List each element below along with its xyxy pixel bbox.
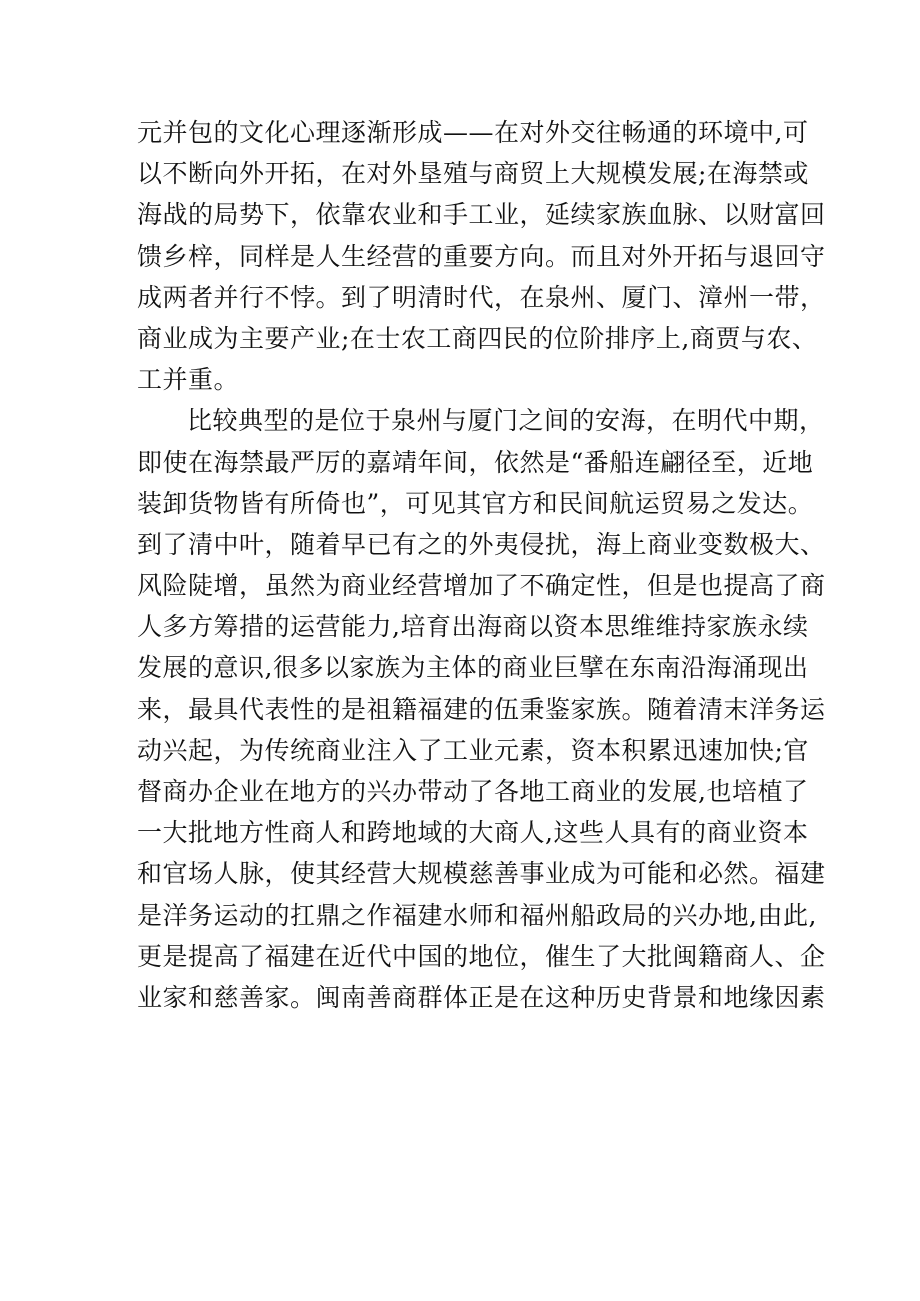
text-line: 成两者并行不悖。到了明清时代，在泉州、厦门、漳州一带，	[137, 282, 826, 312]
text-line: 装卸货物皆有所倚也”，可见其官方和民间航运贸易之发达。	[137, 488, 814, 518]
text-line: 来，最具代表性的是祖籍福建的伍秉鉴家族。随着清末洋务运	[137, 694, 826, 724]
text-line: 比较典型的是位于泉州与厦门之间的安海，在明代中期，	[187, 406, 825, 436]
text-line: 更是提高了福建在近代中国的地位，催生了大批闽籍商人、企	[137, 941, 826, 971]
text-line: 人多方筹措的运营能力,培育出海商以资本思维维持家族永续	[137, 612, 809, 642]
paragraph-1	[137, 112, 826, 400]
text-line: 海战的局势下，依靠农业和手工业，延续家族血脉、以财富回	[137, 200, 826, 230]
text-line: 动兴起，为传统商业注入了工业元素，资本积累迅速加快;官	[137, 735, 809, 765]
body-text	[137, 112, 826, 1018]
text-line: 工并重。	[137, 365, 240, 395]
text-line: 以不断向外开拓，在对外垦殖与商贸上大规模发展;在海禁或	[137, 159, 809, 189]
text-line: 和官场人脉，使其经营大规模慈善事业成为可能和必然。福建	[137, 859, 826, 889]
text-line: 业家和慈善家。闽南善商群体正是在这种历史背景和地缘因素	[137, 982, 826, 1012]
paragraph-2	[137, 400, 826, 1018]
text-line: 督商办企业在地方的兴办带动了各地工商业的发展,也培植了	[137, 777, 809, 806]
text-line: 馈乡梓，同样是人生经营的重要方向。而且对外开拓与退回守	[137, 241, 826, 271]
text-line: 到了清中叶，随着早已有之的外夷侵扰，海上商业变数极大、	[137, 529, 826, 559]
text-line: 即使在海禁最严厉的嘉靖年间，依然是“番船连翩径至，近地	[137, 447, 814, 477]
text-line: 一大批地方性商人和跨地域的大商人,这些人具有的商业资本	[137, 818, 809, 848]
text-line: 商业成为主要产业;在士农工商四民的位阶排序上,商贾与农、	[137, 323, 818, 353]
text-line: 是洋务运动的扛鼎之作福建水师和福州船政局的兴办地,由此,	[137, 900, 817, 930]
text-line: 元并包的文化心理逐渐形成——在对外交往畅通的环境中,可	[137, 118, 809, 147]
text-line: 风险陡增，虽然为商业经营增加了不确定性，但是也提高了商	[137, 571, 826, 601]
text-line: 发展的意识,很多以家族为主体的商业巨擘在东南沿海涌现出	[137, 653, 809, 683]
